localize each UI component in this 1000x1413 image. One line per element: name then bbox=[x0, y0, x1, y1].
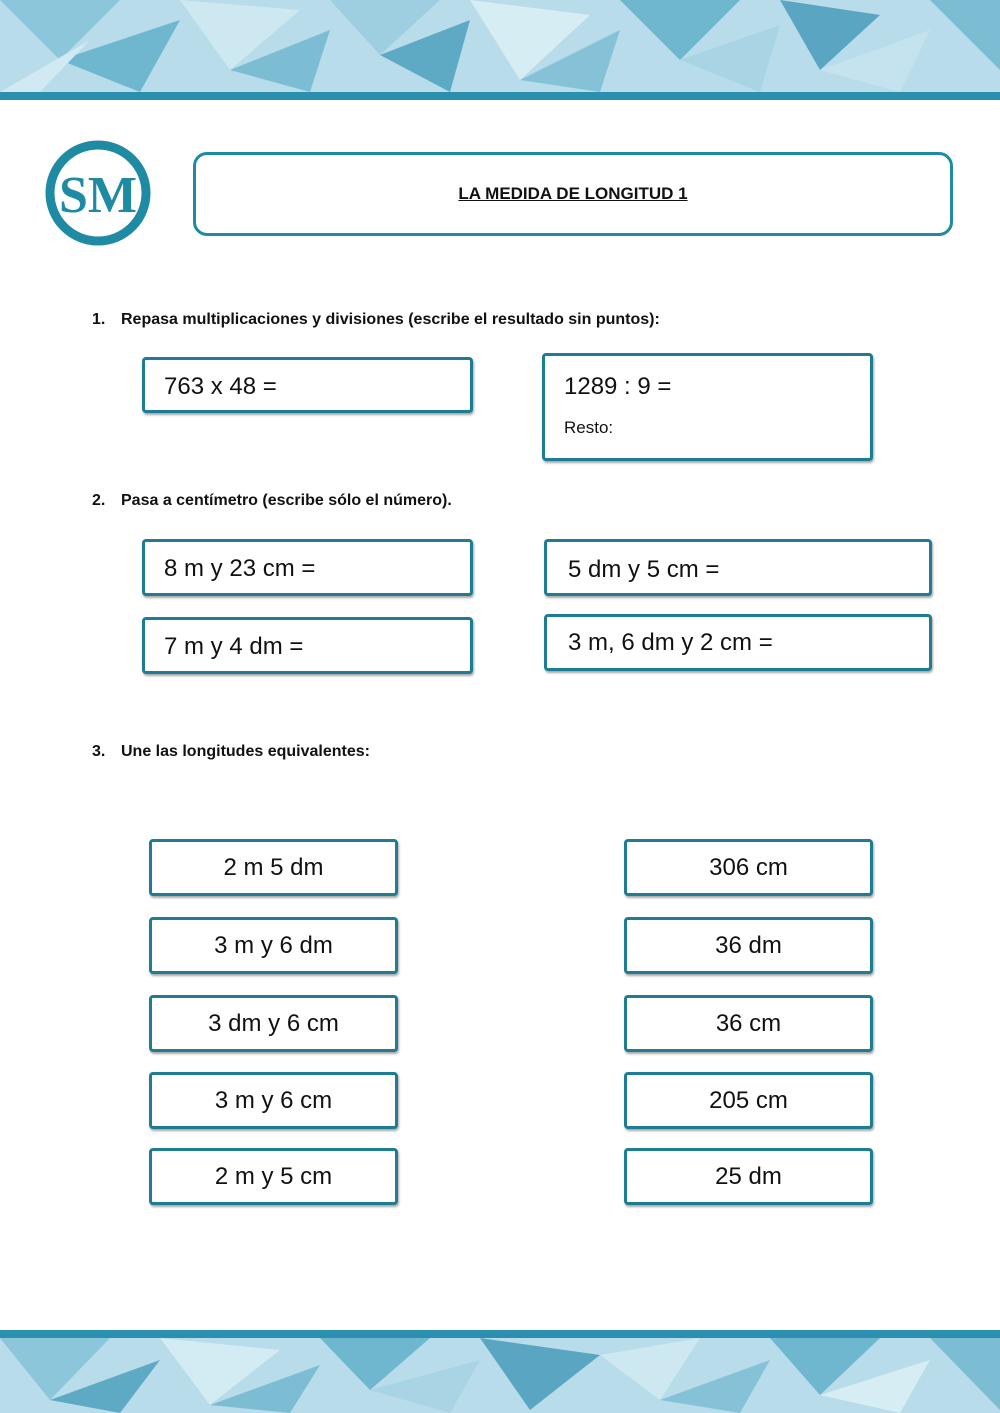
match-right-5[interactable]: 25 dm bbox=[624, 1148, 873, 1205]
conversion-label: 8 m y 23 cm = bbox=[164, 555, 316, 582]
sm-logo bbox=[45, 140, 151, 246]
match-right-3[interactable]: 36 cm bbox=[624, 995, 873, 1052]
conversion-box-1[interactable] bbox=[142, 539, 473, 596]
remainder-label: Resto: bbox=[564, 418, 614, 437]
match-right-1[interactable]: 306 cm bbox=[624, 839, 873, 896]
multiplication-box[interactable] bbox=[142, 357, 473, 413]
conversion-label: 7 m y 4 dm = bbox=[164, 633, 304, 660]
match-right-2[interactable]: 36 dm bbox=[624, 917, 873, 974]
division-box[interactable] bbox=[542, 353, 873, 461]
conversion-box-2[interactable] bbox=[544, 539, 932, 596]
match-right-4[interactable]: 205 cm bbox=[624, 1072, 873, 1129]
match-left-5[interactable]: 2 m y 5 cm bbox=[149, 1148, 398, 1205]
question-number: 3. bbox=[92, 743, 106, 760]
question-text: Une las longitudes equivalentes: bbox=[121, 743, 370, 760]
top-decorative-band bbox=[0, 0, 1000, 100]
question-1 bbox=[92, 311, 660, 329]
conversion-box-4[interactable] bbox=[544, 614, 932, 671]
bottom-decorative-band bbox=[0, 1330, 1000, 1413]
conversion-label: 5 dm y 5 cm = bbox=[568, 556, 720, 583]
question-text: Repasa multiplicaciones y divisiones (escribe el resultado sin puntos): bbox=[121, 311, 660, 328]
logo-text: SM bbox=[59, 167, 137, 224]
match-left-2[interactable]: 3 m y 6 dm bbox=[149, 917, 398, 974]
question-2 bbox=[92, 492, 452, 510]
question-number: 2. bbox=[92, 492, 106, 509]
question-3 bbox=[92, 743, 370, 761]
title-box bbox=[193, 152, 953, 236]
match-left-3[interactable]: 3 dm y 6 cm bbox=[149, 995, 398, 1052]
conversion-box-3[interactable] bbox=[142, 617, 473, 674]
multiplication-label: 763 x 48 = bbox=[164, 373, 277, 400]
conversion-label: 3 m, 6 dm y 2 cm = bbox=[568, 629, 773, 656]
question-number: 1. bbox=[92, 311, 106, 328]
match-left-1[interactable]: 2 m 5 dm bbox=[149, 839, 398, 896]
division-label: 1289 : 9 = bbox=[564, 373, 672, 400]
page-title: LA MEDIDA DE LONGITUD 1 bbox=[458, 184, 688, 203]
question-text: Pasa a centímetro (escribe sólo el número). bbox=[121, 492, 452, 509]
match-left-4[interactable]: 3 m y 6 cm bbox=[149, 1072, 398, 1129]
